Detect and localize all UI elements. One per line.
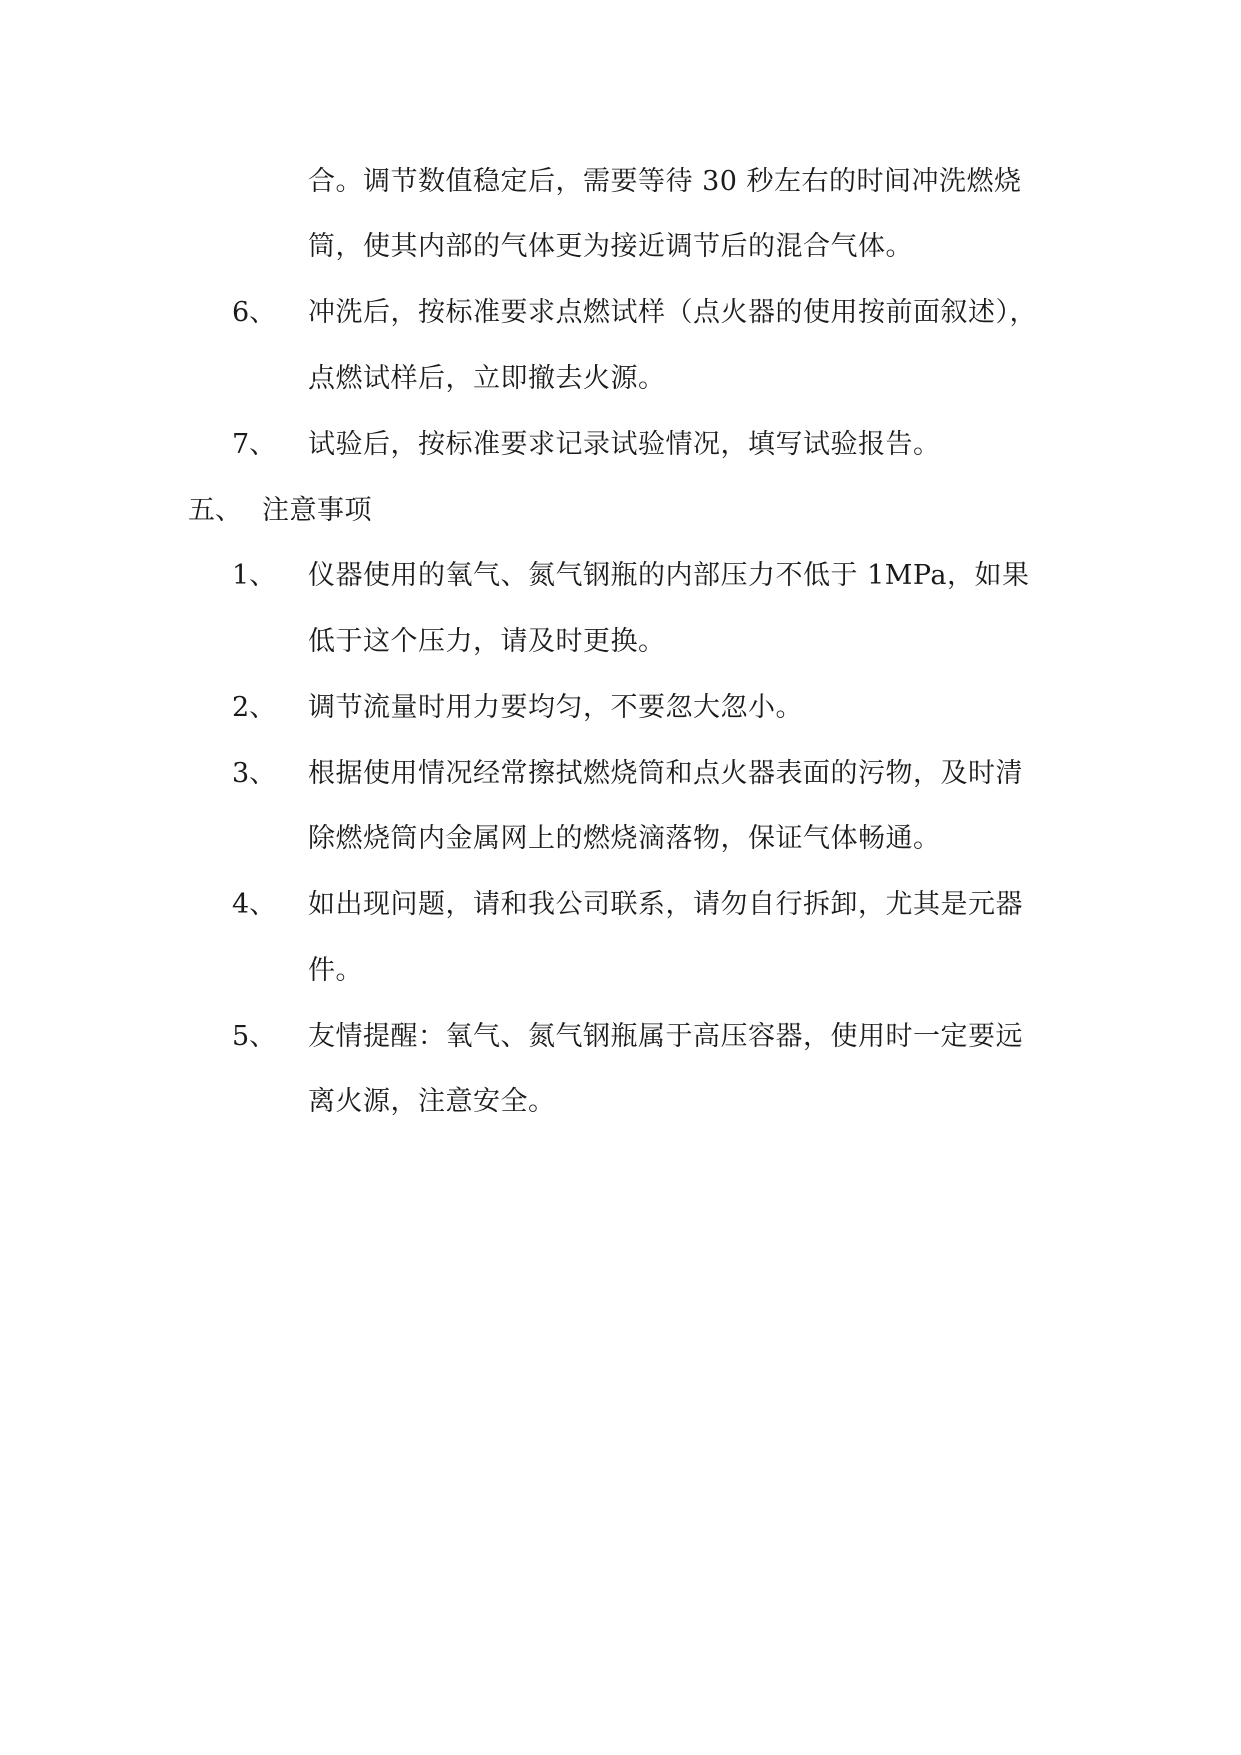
item-text-line: 除燃烧筒内金属网上的燃烧滴落物，保证气体畅通。 [308,823,941,854]
item-number: 5、 [232,1021,277,1052]
step-text-line: 冲洗后，按标准要求点燃试样（点火器的使用按前面叙述）， [308,297,1037,328]
item-number: 1、 [232,560,277,591]
step-number: 6、 [232,297,277,328]
item-text-line: 离火源，注意安全。 [308,1086,556,1117]
item-text-line: 低于这个压力，请及时更换。 [308,626,666,657]
paragraph-line: 筒，使其内部的气体更为接近调节后的混合气体。 [308,231,913,262]
item-text-line: 仪器使用的氧气、氮气钢瓶的内部压力不低于 1MPa，如果 [308,560,1030,591]
item-text-line: 根据使用情况经常擦拭燃烧筒和点火器表面的污物，及时清 [308,758,1023,789]
section-title: 注意事项 [262,495,372,526]
item-number: 2、 [232,692,277,723]
item-number: 3、 [232,758,277,789]
section-number: 五、 [188,495,242,526]
step-text-line: 试验后，按标准要求记录试验情况，填写试验报告。 [308,429,941,460]
item-text-line: 如出现问题，请和我公司联系，请勿自行拆卸，尤其是元器 [308,889,1023,920]
item-text-line: 友情提醒：氧气、氮气钢瓶属于高压容器，使用时一定要远 [308,1021,1023,1052]
paragraph-line: 合。调节数值稳定后，需要等待 30 秒左右的时间冲洗燃烧 [308,166,1022,197]
item-text-line: 件。 [308,955,363,986]
step-number: 7、 [232,429,277,460]
item-number: 4、 [232,889,277,920]
item-text-line: 调节流量时用力要均匀，不要忽大忽小。 [308,692,803,723]
step-text-line: 点燃试样后，立即撤去火源。 [308,363,666,394]
